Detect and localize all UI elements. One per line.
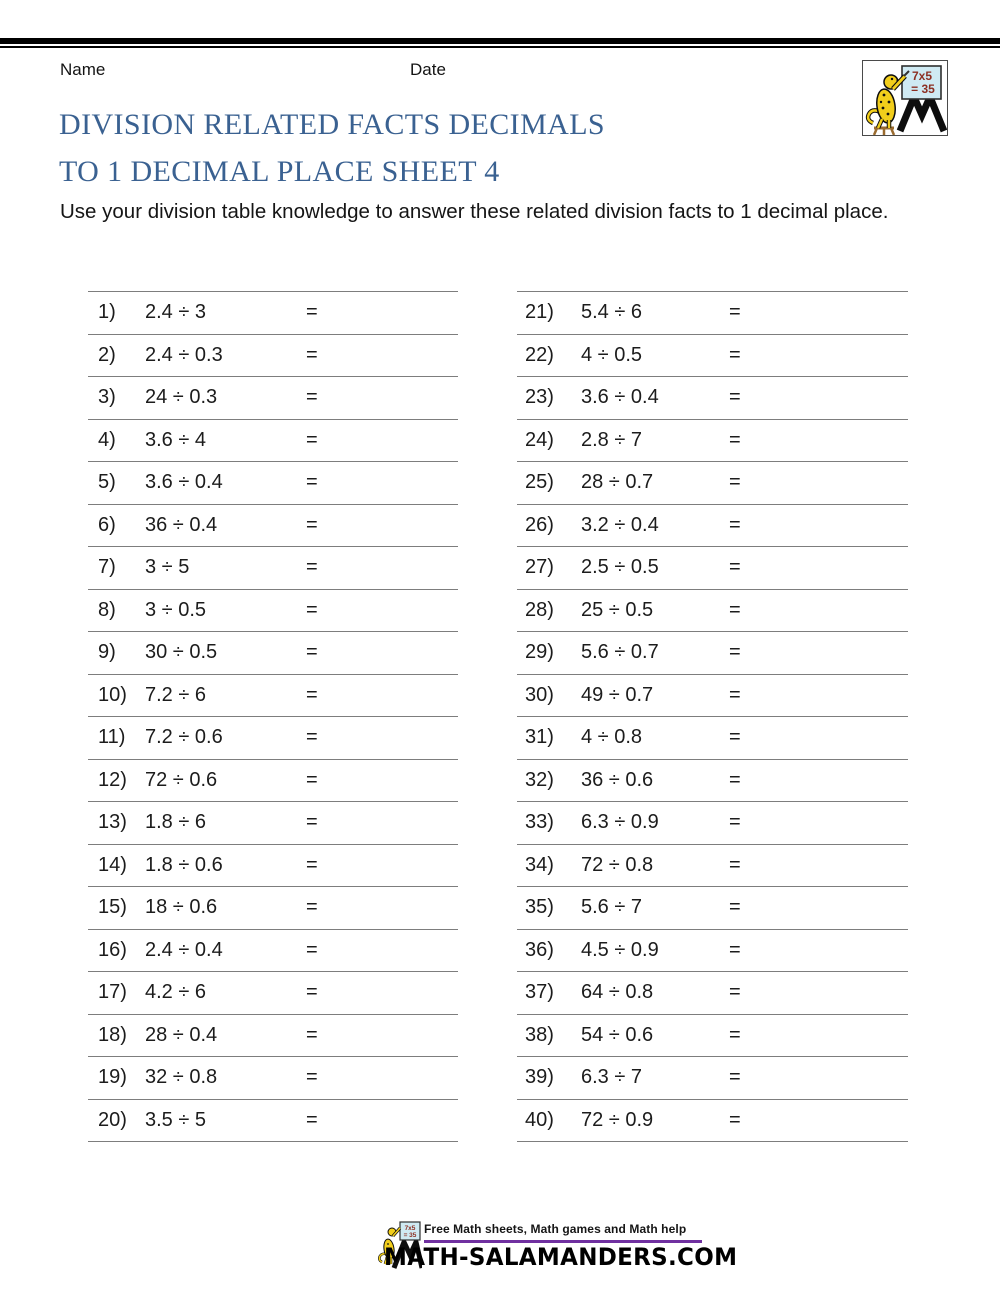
board-text-1: 7x5 bbox=[911, 69, 933, 83]
problem-number: 8) bbox=[98, 598, 116, 621]
answer-blank bbox=[741, 760, 908, 802]
problem-row bbox=[517, 716, 908, 759]
problem-number: 22) bbox=[525, 343, 554, 366]
problem-row bbox=[88, 419, 458, 462]
answer-blank bbox=[741, 632, 908, 674]
problem-row bbox=[88, 929, 458, 972]
problem-expression: 5.4 ÷ 6 bbox=[581, 301, 643, 324]
problem-number: 35) bbox=[525, 896, 554, 919]
problem-expression: 2.4 ÷ 0.4 bbox=[145, 938, 223, 961]
problem-row bbox=[517, 929, 908, 972]
problem-expression: 18 ÷ 0.6 bbox=[145, 896, 218, 919]
equals-sign: = bbox=[729, 471, 741, 494]
footer bbox=[378, 1218, 738, 1280]
answer-blank bbox=[741, 845, 908, 887]
problem-expression: 5.6 ÷ 7 bbox=[581, 896, 643, 919]
answer-blank bbox=[318, 760, 458, 802]
answer-blank bbox=[318, 717, 458, 759]
problem-row bbox=[88, 376, 458, 419]
equals-sign: = bbox=[306, 598, 318, 621]
equals-sign: = bbox=[306, 726, 318, 749]
equals-sign: = bbox=[729, 981, 741, 1004]
problem-expression: 5.6 ÷ 0.7 bbox=[581, 641, 659, 664]
problem-expression: 3.6 ÷ 0.4 bbox=[145, 471, 223, 494]
problem-number: 28) bbox=[525, 598, 554, 621]
problem-expression: 4 ÷ 0.8 bbox=[581, 726, 643, 749]
problem-number: 36) bbox=[525, 938, 554, 961]
problem-number: 10) bbox=[98, 683, 127, 706]
instructions-text: Use your division table knowledge to answer these related division facts to 1 decimal place. bbox=[60, 200, 889, 223]
equals-sign: = bbox=[729, 811, 741, 834]
problem-row bbox=[517, 886, 908, 929]
problem-number: 15) bbox=[98, 896, 127, 919]
answer-blank bbox=[741, 1057, 908, 1099]
problem-expression: 32 ÷ 0.8 bbox=[145, 1066, 218, 1089]
problem-expression: 72 ÷ 0.9 bbox=[581, 1108, 654, 1131]
problem-row bbox=[517, 1014, 908, 1057]
footer-board-text-1: 7x5 bbox=[404, 1225, 416, 1232]
problems-table-left bbox=[88, 291, 458, 1142]
problem-expression: 3.6 ÷ 0.4 bbox=[581, 386, 659, 409]
equals-sign: = bbox=[729, 896, 741, 919]
answer-blank bbox=[318, 930, 458, 972]
salamander-logo bbox=[862, 60, 948, 136]
answer-blank bbox=[318, 802, 458, 844]
equals-sign: = bbox=[729, 513, 741, 536]
answer-blank bbox=[741, 1100, 908, 1142]
answer-blank bbox=[318, 547, 458, 589]
problem-row bbox=[88, 504, 458, 547]
equals-sign: = bbox=[729, 726, 741, 749]
problem-expression: 28 ÷ 0.4 bbox=[145, 1023, 218, 1046]
problem-expression: 36 ÷ 0.6 bbox=[581, 768, 654, 791]
equals-sign: = bbox=[729, 598, 741, 621]
answer-blank bbox=[741, 1015, 908, 1057]
problem-row bbox=[517, 419, 908, 462]
answer-blank bbox=[741, 462, 908, 504]
problem-row bbox=[88, 546, 458, 589]
answer-blank bbox=[318, 335, 458, 377]
equals-sign: = bbox=[306, 641, 318, 664]
problem-row bbox=[517, 546, 908, 589]
problem-number: 9) bbox=[98, 641, 116, 664]
problem-number: 32) bbox=[525, 768, 554, 791]
problem-number: 2) bbox=[98, 343, 116, 366]
equals-sign: = bbox=[306, 811, 318, 834]
problem-number: 21) bbox=[525, 301, 554, 324]
top-divider bbox=[0, 38, 1000, 48]
equals-sign: = bbox=[306, 896, 318, 919]
problem-number: 18) bbox=[98, 1023, 127, 1046]
problem-expression: 7.2 ÷ 0.6 bbox=[145, 726, 223, 749]
page-title-line1: DIVISION RELATED FACTS DECIMALS bbox=[59, 108, 606, 141]
answer-blank bbox=[318, 292, 458, 334]
problem-expression: 2.5 ÷ 0.5 bbox=[581, 556, 659, 579]
problem-expression: 3 ÷ 0.5 bbox=[145, 598, 207, 621]
problem-row bbox=[517, 334, 908, 377]
answer-blank bbox=[741, 717, 908, 759]
problem-number: 38) bbox=[525, 1023, 554, 1046]
answer-blank bbox=[318, 1015, 458, 1057]
problem-expression: 2.4 ÷ 3 bbox=[145, 301, 207, 324]
problem-row bbox=[88, 674, 458, 717]
page-title bbox=[59, 101, 859, 195]
answer-blank bbox=[741, 802, 908, 844]
problem-expression: 4.2 ÷ 6 bbox=[145, 981, 207, 1004]
answer-blank bbox=[318, 1100, 458, 1142]
problem-expression: 64 ÷ 0.8 bbox=[581, 981, 654, 1004]
problem-number: 24) bbox=[525, 428, 554, 451]
problem-row bbox=[517, 1056, 908, 1099]
problem-row bbox=[517, 589, 908, 632]
problem-expression: 1.8 ÷ 0.6 bbox=[145, 853, 223, 876]
answer-blank bbox=[741, 590, 908, 632]
problem-number: 39) bbox=[525, 1066, 554, 1089]
problem-expression: 6.3 ÷ 7 bbox=[581, 1066, 643, 1089]
answer-blank bbox=[741, 420, 908, 462]
answer-blank bbox=[318, 1057, 458, 1099]
problem-expression: 7.2 ÷ 6 bbox=[145, 683, 207, 706]
equals-sign: = bbox=[729, 1066, 741, 1089]
equals-sign: = bbox=[729, 768, 741, 791]
footer-accent-rule bbox=[424, 1240, 702, 1243]
problem-expression: 4 ÷ 0.5 bbox=[581, 343, 643, 366]
answer-blank bbox=[318, 377, 458, 419]
problem-number: 14) bbox=[98, 853, 127, 876]
equals-sign: = bbox=[306, 343, 318, 366]
problem-expression: 3.6 ÷ 4 bbox=[145, 428, 207, 451]
problem-expression: 6.3 ÷ 0.9 bbox=[581, 811, 659, 834]
problem-number: 23) bbox=[525, 386, 554, 409]
answer-blank bbox=[318, 972, 458, 1014]
problem-number: 1) bbox=[98, 301, 116, 324]
name-label: Name bbox=[60, 60, 106, 79]
problem-expression: 72 ÷ 0.6 bbox=[145, 768, 218, 791]
board-text-2: = 35 bbox=[911, 82, 935, 96]
answer-blank bbox=[318, 887, 458, 929]
problem-row bbox=[88, 589, 458, 632]
equals-sign: = bbox=[306, 981, 318, 1004]
equals-sign: = bbox=[306, 513, 318, 536]
problem-number: 40) bbox=[525, 1108, 554, 1131]
problem-number: 13) bbox=[98, 811, 127, 834]
equals-sign: = bbox=[729, 853, 741, 876]
problem-number: 3) bbox=[98, 386, 116, 409]
equals-sign: = bbox=[306, 556, 318, 579]
problem-number: 5) bbox=[98, 471, 116, 494]
problem-row bbox=[517, 759, 908, 802]
problem-expression: 1.8 ÷ 6 bbox=[145, 811, 207, 834]
equals-sign: = bbox=[729, 938, 741, 961]
problem-row bbox=[88, 759, 458, 802]
problem-row bbox=[88, 801, 458, 844]
equals-sign: = bbox=[729, 386, 741, 409]
problem-row bbox=[517, 801, 908, 844]
equals-sign: = bbox=[306, 471, 318, 494]
problem-expression: 2.8 ÷ 7 bbox=[581, 428, 643, 451]
answer-blank bbox=[318, 845, 458, 887]
answer-blank bbox=[318, 505, 458, 547]
equals-sign: = bbox=[729, 1023, 741, 1046]
problem-number: 37) bbox=[525, 981, 554, 1004]
page-title-line2: TO 1 DECIMAL PLACE SHEET 4 bbox=[59, 155, 500, 188]
problem-expression: 49 ÷ 0.7 bbox=[581, 683, 654, 706]
problem-row bbox=[517, 1099, 908, 1142]
problem-row bbox=[88, 1014, 458, 1057]
equals-sign: = bbox=[306, 938, 318, 961]
answer-blank bbox=[318, 675, 458, 717]
answer-blank bbox=[741, 972, 908, 1014]
equals-sign: = bbox=[729, 428, 741, 451]
problem-number: 19) bbox=[98, 1066, 127, 1089]
answer-blank bbox=[318, 590, 458, 632]
equals-sign: = bbox=[729, 343, 741, 366]
problem-number: 4) bbox=[98, 428, 116, 451]
equals-sign: = bbox=[729, 556, 741, 579]
equals-sign: = bbox=[306, 853, 318, 876]
problem-number: 12) bbox=[98, 768, 127, 791]
equals-sign: = bbox=[306, 428, 318, 451]
problem-row bbox=[517, 291, 908, 334]
problem-row bbox=[517, 674, 908, 717]
problem-expression: 25 ÷ 0.5 bbox=[581, 598, 654, 621]
equals-sign: = bbox=[306, 768, 318, 791]
problem-row bbox=[88, 291, 458, 334]
equals-sign: = bbox=[306, 683, 318, 706]
salamander-easel-icon bbox=[863, 61, 947, 135]
answer-blank bbox=[741, 547, 908, 589]
problem-row bbox=[517, 504, 908, 547]
answer-blank bbox=[741, 930, 908, 972]
footer-brand: MATH-SALAMANDERS.COM bbox=[384, 1244, 738, 1272]
equals-sign: = bbox=[729, 301, 741, 324]
problems-table-right bbox=[517, 291, 908, 1142]
answer-blank bbox=[741, 675, 908, 717]
problem-number: 7) bbox=[98, 556, 116, 579]
footer-board-text-2: = 35 bbox=[403, 1232, 417, 1239]
problem-row bbox=[88, 1099, 458, 1142]
problem-number: 29) bbox=[525, 641, 554, 664]
equals-sign: = bbox=[306, 386, 318, 409]
problem-row bbox=[88, 844, 458, 887]
answer-blank bbox=[318, 462, 458, 504]
problem-number: 31) bbox=[525, 726, 554, 749]
problem-number: 27) bbox=[525, 556, 554, 579]
problem-row bbox=[517, 844, 908, 887]
date-label: Date bbox=[410, 60, 446, 79]
problem-row bbox=[517, 461, 908, 504]
problem-expression: 36 ÷ 0.4 bbox=[145, 513, 218, 536]
problem-row bbox=[517, 376, 908, 419]
problem-row bbox=[88, 631, 458, 674]
problem-number: 6) bbox=[98, 513, 116, 536]
problem-number: 25) bbox=[525, 471, 554, 494]
problem-row bbox=[88, 1056, 458, 1099]
answer-blank bbox=[741, 377, 908, 419]
equals-sign: = bbox=[306, 1108, 318, 1131]
answer-blank bbox=[318, 420, 458, 462]
problem-row bbox=[88, 334, 458, 377]
problem-expression: 24 ÷ 0.3 bbox=[145, 386, 218, 409]
problem-row bbox=[88, 886, 458, 929]
problem-expression: 3 ÷ 5 bbox=[145, 556, 190, 579]
problem-expression: 72 ÷ 0.8 bbox=[581, 853, 654, 876]
problem-number: 33) bbox=[525, 811, 554, 834]
problem-expression: 3.2 ÷ 0.4 bbox=[581, 513, 659, 536]
problem-expression: 54 ÷ 0.6 bbox=[581, 1023, 654, 1046]
problem-expression: 3.5 ÷ 5 bbox=[145, 1108, 207, 1131]
problem-expression: 4.5 ÷ 0.9 bbox=[581, 938, 659, 961]
problem-row bbox=[88, 461, 458, 504]
equals-sign: = bbox=[306, 301, 318, 324]
answer-blank bbox=[741, 505, 908, 547]
problem-expression: 30 ÷ 0.5 bbox=[145, 641, 218, 664]
problem-number: 26) bbox=[525, 513, 554, 536]
footer-tagline: Free Math sheets, Math games and Math help bbox=[424, 1222, 687, 1236]
problem-row bbox=[88, 716, 458, 759]
equals-sign: = bbox=[729, 1108, 741, 1131]
problem-expression: 2.4 ÷ 0.3 bbox=[145, 343, 223, 366]
equals-sign: = bbox=[306, 1023, 318, 1046]
equals-sign: = bbox=[729, 683, 741, 706]
answer-blank bbox=[318, 632, 458, 674]
problem-number: 20) bbox=[98, 1108, 127, 1131]
equals-sign: = bbox=[729, 641, 741, 664]
equals-sign: = bbox=[306, 1066, 318, 1089]
problem-row bbox=[517, 971, 908, 1014]
problem-number: 17) bbox=[98, 981, 127, 1004]
answer-blank bbox=[741, 335, 908, 377]
problem-row bbox=[88, 971, 458, 1014]
answer-blank bbox=[741, 887, 908, 929]
problem-expression: 28 ÷ 0.7 bbox=[581, 471, 654, 494]
answer-blank bbox=[741, 292, 908, 334]
problem-number: 11) bbox=[98, 726, 126, 749]
problem-row bbox=[517, 631, 908, 674]
problem-number: 34) bbox=[525, 853, 554, 876]
problem-number: 30) bbox=[525, 683, 554, 706]
problem-number: 16) bbox=[98, 938, 127, 961]
